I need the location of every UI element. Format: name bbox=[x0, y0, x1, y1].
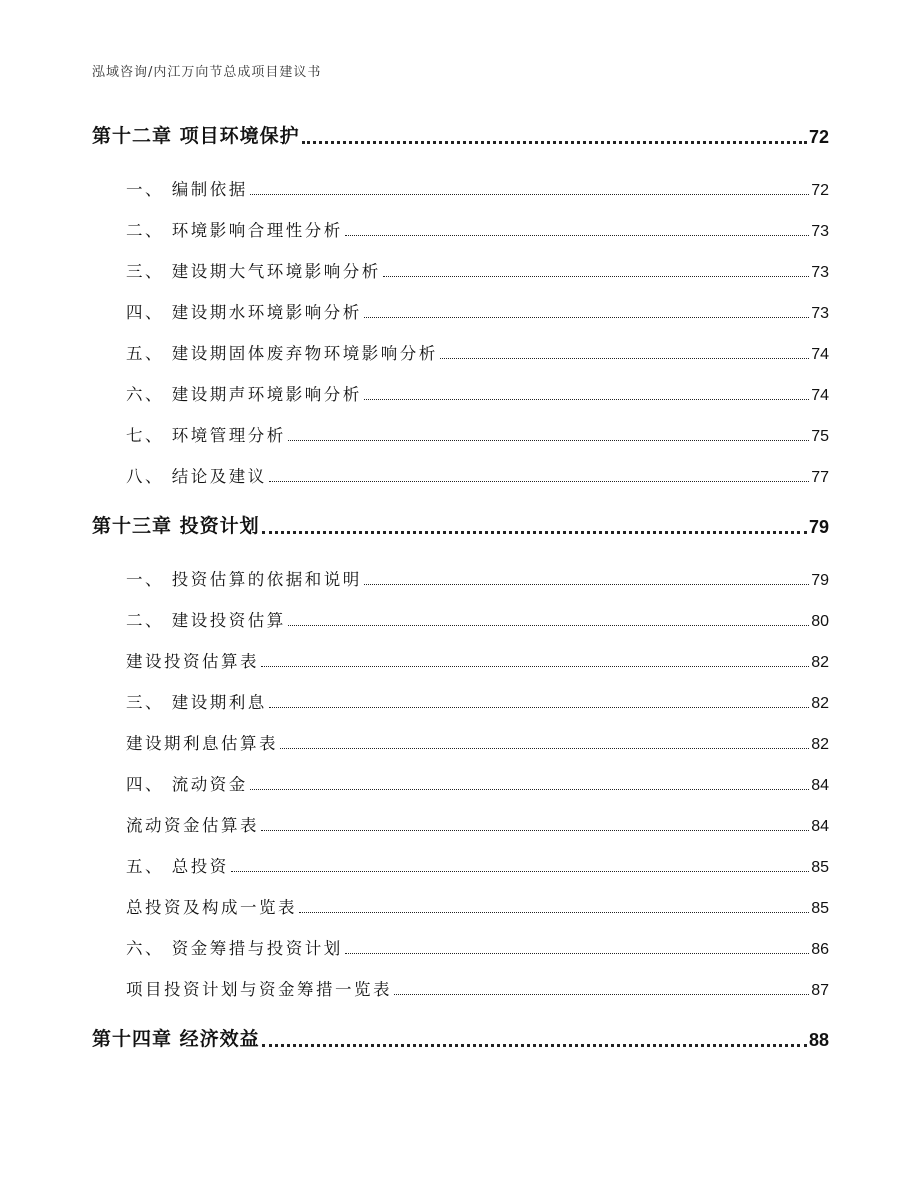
toc-entry-title: 七、 环境管理分析 bbox=[126, 426, 286, 445]
toc-entry-title: 第十四章 经济效益 bbox=[92, 1028, 260, 1050]
toc-entry[interactable] bbox=[126, 769, 829, 795]
toc-page-number: 82 bbox=[811, 695, 829, 712]
toc-entry[interactable] bbox=[126, 933, 829, 959]
toc-page-number: 79 bbox=[811, 572, 829, 589]
dot-leader bbox=[364, 317, 809, 318]
toc-entry-title: 四、 建设期水环境影响分析 bbox=[126, 303, 362, 322]
toc-page-number: 84 bbox=[811, 777, 829, 794]
toc-page-number: 72 bbox=[811, 182, 829, 199]
dot-leader bbox=[394, 994, 809, 995]
dot-leader bbox=[269, 481, 809, 482]
dot-leader bbox=[262, 531, 807, 534]
toc-entry[interactable] bbox=[126, 174, 829, 200]
dot-leader bbox=[231, 871, 809, 872]
toc-page-number: 79 bbox=[808, 517, 829, 537]
toc-entry[interactable] bbox=[126, 646, 829, 672]
toc-page-number: 87 bbox=[811, 982, 829, 999]
toc-entry-title: 三、 建设期大气环境影响分析 bbox=[126, 262, 381, 281]
toc-entry-title: 流动资金估算表 bbox=[126, 816, 259, 835]
dot-leader bbox=[280, 748, 809, 749]
dot-leader bbox=[383, 276, 809, 277]
toc-page-number: 82 bbox=[811, 736, 829, 753]
dot-leader bbox=[345, 953, 809, 954]
toc-entry-title: 项目投资计划与资金筹措一览表 bbox=[126, 980, 392, 999]
toc-page-number: 85 bbox=[811, 900, 829, 917]
toc-page-number: 73 bbox=[811, 223, 829, 240]
dot-leader bbox=[261, 666, 809, 667]
toc-entry-title: 四、 流动资金 bbox=[126, 775, 248, 794]
toc-chapter-13[interactable] bbox=[92, 512, 829, 538]
toc-entry[interactable] bbox=[126, 605, 829, 631]
page-header: 泓域咨询/内江万向节总成项目建议书 bbox=[92, 65, 322, 80]
toc-chapter-12[interactable] bbox=[92, 122, 829, 148]
toc-entry[interactable] bbox=[126, 379, 829, 405]
dot-leader bbox=[345, 235, 809, 236]
toc-entry[interactable] bbox=[126, 461, 829, 487]
toc-page-number: 73 bbox=[811, 264, 829, 281]
toc-entry[interactable] bbox=[126, 892, 829, 918]
dot-leader bbox=[364, 584, 809, 585]
dot-leader bbox=[299, 912, 809, 913]
toc-entry[interactable] bbox=[126, 338, 829, 364]
toc-entry-title: 五、 总投资 bbox=[126, 857, 229, 876]
toc-entry[interactable] bbox=[126, 215, 829, 241]
toc-entry[interactable] bbox=[126, 297, 829, 323]
toc-entry[interactable] bbox=[126, 851, 829, 877]
toc-entry[interactable] bbox=[126, 810, 829, 836]
toc-entry-title: 一、 编制依据 bbox=[126, 180, 248, 199]
toc-page-number: 86 bbox=[811, 941, 829, 958]
toc-entry-title: 三、 建设期利息 bbox=[126, 693, 267, 712]
toc-entry-title: 第十二章 项目环境保护 bbox=[92, 125, 300, 147]
toc-entry-title: 六、 资金筹措与投资计划 bbox=[126, 939, 343, 958]
toc-entry-title: 六、 建设期声环境影响分析 bbox=[126, 385, 362, 404]
toc-entry[interactable] bbox=[126, 728, 829, 754]
toc-page-number: 73 bbox=[811, 305, 829, 322]
toc-page-number: 75 bbox=[811, 428, 829, 445]
toc-page-number: 72 bbox=[808, 127, 829, 147]
toc-page-number: 77 bbox=[811, 469, 829, 486]
toc-entry-title: 五、 建设期固体废弃物环境影响分析 bbox=[126, 344, 438, 363]
dot-leader bbox=[250, 789, 809, 790]
dot-leader bbox=[269, 707, 809, 708]
toc-entry-title: 建设期利息估算表 bbox=[126, 734, 278, 753]
toc-entry-title: 建设投资估算表 bbox=[126, 652, 259, 671]
toc-page-number: 82 bbox=[811, 654, 829, 671]
toc-entry-title: 八、 结论及建议 bbox=[126, 467, 267, 486]
toc-entry[interactable] bbox=[126, 564, 829, 590]
toc-entry-title: 二、 建设投资估算 bbox=[126, 611, 286, 630]
toc-entry-title: 总投资及构成一览表 bbox=[126, 898, 297, 917]
toc-page-number: 85 bbox=[811, 859, 829, 876]
toc-page-number: 88 bbox=[808, 1030, 829, 1050]
toc-page-number: 84 bbox=[811, 818, 829, 835]
dot-leader bbox=[250, 194, 809, 195]
dot-leader bbox=[440, 358, 809, 359]
dot-leader bbox=[288, 440, 809, 441]
toc-entry[interactable] bbox=[126, 420, 829, 446]
dot-leader bbox=[262, 1044, 807, 1047]
toc-entry-title: 二、 环境影响合理性分析 bbox=[126, 221, 343, 240]
dot-leader bbox=[288, 625, 809, 626]
toc-chapter-14[interactable] bbox=[92, 1025, 829, 1051]
toc-page-number: 74 bbox=[811, 346, 829, 363]
toc-entry[interactable] bbox=[126, 974, 829, 1000]
toc-page-number: 74 bbox=[811, 387, 829, 404]
toc-entry[interactable] bbox=[126, 687, 829, 713]
dot-leader bbox=[364, 399, 809, 400]
toc-entry-title: 第十三章 投资计划 bbox=[92, 515, 260, 537]
toc-entry-title: 一、 投资估算的依据和说明 bbox=[126, 570, 362, 589]
dot-leader bbox=[261, 830, 809, 831]
toc-entry[interactable] bbox=[126, 256, 829, 282]
toc-page-number: 80 bbox=[811, 613, 829, 630]
dot-leader bbox=[302, 141, 807, 144]
